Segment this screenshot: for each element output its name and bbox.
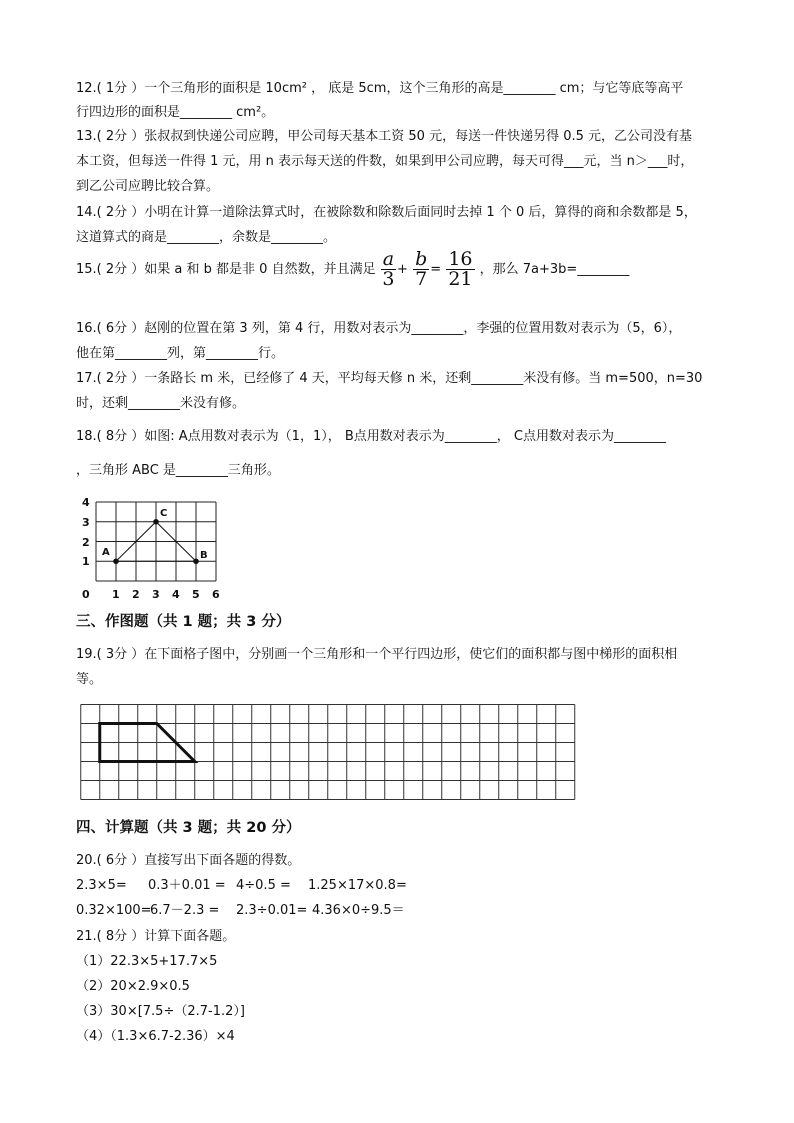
equals-sign: = xyxy=(430,262,442,277)
section-3-title: 三、作图题（共 1 题；共 3 分） xyxy=(76,614,291,630)
q20-row2-item3: 2.3÷0.01= xyxy=(236,903,308,918)
coordinate-grid-figure xyxy=(76,490,236,602)
q14-line1: 14.( 2分 ）小明在计算一道除法算式时，在被除数和除数后面同时去掉 1 个 0 后，算得的商和余数都是 5， xyxy=(76,205,697,220)
q20-row2-item4: 4.36×0÷9.5＝ xyxy=(312,903,405,918)
x-label-3: 3 xyxy=(152,588,160,601)
y-label-4: 4 xyxy=(82,496,90,509)
point-b xyxy=(193,558,199,564)
trapezoid-drawing-grid[interactable] xyxy=(79,703,595,803)
q19-line1: 19.( 3分 ）在下面格子图中，分别画一个三角形和一个平行四边形，使它们的面积都与图中梯形的面积相 xyxy=(76,647,678,662)
q13-line3: 到乙公司应聘比较合算。 xyxy=(76,179,220,194)
fraction-16-over-21: $\frac{16}{21}$ xyxy=(448,248,473,290)
q12-line2: 行四边形的面积是________ cm²。 xyxy=(76,105,275,120)
y-label-1: 1 xyxy=(82,555,90,568)
x-label-4: 4 xyxy=(172,588,180,601)
q21-item4: （4）（1.3×6.7-2.36）×4 xyxy=(76,1029,235,1044)
q15-line xyxy=(76,250,629,290)
q20-row1-item3: 4÷0.5 = xyxy=(236,878,291,893)
q16-line1: 16.( 6分 ）赵刚的位置在第 3 列，第 4 行，用数对表示为________，李强的位置用数对表示为（5，6）， xyxy=(76,321,682,336)
q20-row1-item2: 0.3＋0.01 = xyxy=(148,878,226,893)
q20-line1: 20.( 6分 ）直接写出下面各题的得数。 xyxy=(76,853,301,868)
q15-suffix: ，那么 7a+3b=________ xyxy=(479,262,630,277)
q20-row2-item2: 6.7－2.3 = xyxy=(150,903,220,918)
y-label-3: 3 xyxy=(82,516,90,529)
q20-row1-item1: 2.3×5= xyxy=(76,878,127,893)
point-c xyxy=(153,519,159,525)
plus-sign: + xyxy=(397,262,408,277)
x-label-2: 2 xyxy=(132,588,140,601)
section-4-title: 四、计算题（共 3 题；共 20 分） xyxy=(76,820,301,836)
x-label-0: 0 xyxy=(82,588,90,601)
q15-prefix: 15.( 2分 ）如果 a 和 b 都是非 0 自然数，并且满足 xyxy=(76,262,376,277)
grid-lines xyxy=(96,502,216,581)
x-label-1: 1 xyxy=(112,588,120,601)
point-c-label: C xyxy=(160,508,168,519)
q21-item3: （3）30×[7.5÷（2.7-1.2）] xyxy=(76,1004,245,1019)
fraction-a-over-3: $\frac{a}{3}$ xyxy=(382,248,395,290)
q20-row1-item4: 1.25×17×0.8= xyxy=(308,878,407,893)
x-axis-labels xyxy=(82,588,220,601)
q13-line2: 本工资，但每送一件得 1 元，用 n 表示每天送的件数，如果到甲公司应聘，每天可得___元，当 n＞___时， xyxy=(76,154,694,169)
fraction-b-over-7: $\frac{b}{7}$ xyxy=(415,248,428,290)
q18-line2: ，三角形 ABC 是________三角形。 xyxy=(76,463,280,478)
q19-line2: 等。 xyxy=(76,672,103,687)
x-label-6: 6 xyxy=(212,588,220,601)
point-b-label: B xyxy=(200,550,208,561)
y-label-2: 2 xyxy=(82,536,90,549)
x-label-5: 5 xyxy=(192,588,200,601)
q13-line1: 13.( 2分 ）张叔叔到快递公司应聘，甲公司每天基本工资 50 元，每送一件快递另得 0.5 元，乙公司没有基 xyxy=(76,129,693,144)
q12-line1: 12.( 1分 ）一个三角形的面积是 10cm² ， 底是 5cm，这个三角形的高是________ cm；与它等底等高平 xyxy=(76,81,684,96)
q17-line2: 时，还剩________米没有修。 xyxy=(76,396,246,411)
q17-line1: 17.( 2分 ）一条路长 m 米，已经修了 4 天，平均每天修 n 米，还剩________米没有修。当 m=500，n=30 xyxy=(76,371,703,386)
q21-item2: （2）20×2.9×0.5 xyxy=(76,979,190,994)
q14-line2: 这道算式的商是________，余数是________。 xyxy=(76,230,337,245)
q16-line2: 他在第________列，第________行。 xyxy=(76,346,285,361)
q21-line1: 21.( 8分 ）计算下面各题。 xyxy=(76,929,236,944)
point-a xyxy=(113,558,119,564)
y-axis-labels xyxy=(82,496,90,568)
q21-item1: （1）22.3×5+17.7×5 xyxy=(76,954,218,969)
point-a-label: A xyxy=(102,547,110,558)
q18-line1: 18.( 8分 ）如图: A点用数对表示为（1，1）， B点用数对表示为________， C点用数对表示为________ xyxy=(76,429,666,444)
q20-row2-item1: 0.32×100= xyxy=(76,903,152,918)
drawing-grid-lines xyxy=(81,705,575,800)
